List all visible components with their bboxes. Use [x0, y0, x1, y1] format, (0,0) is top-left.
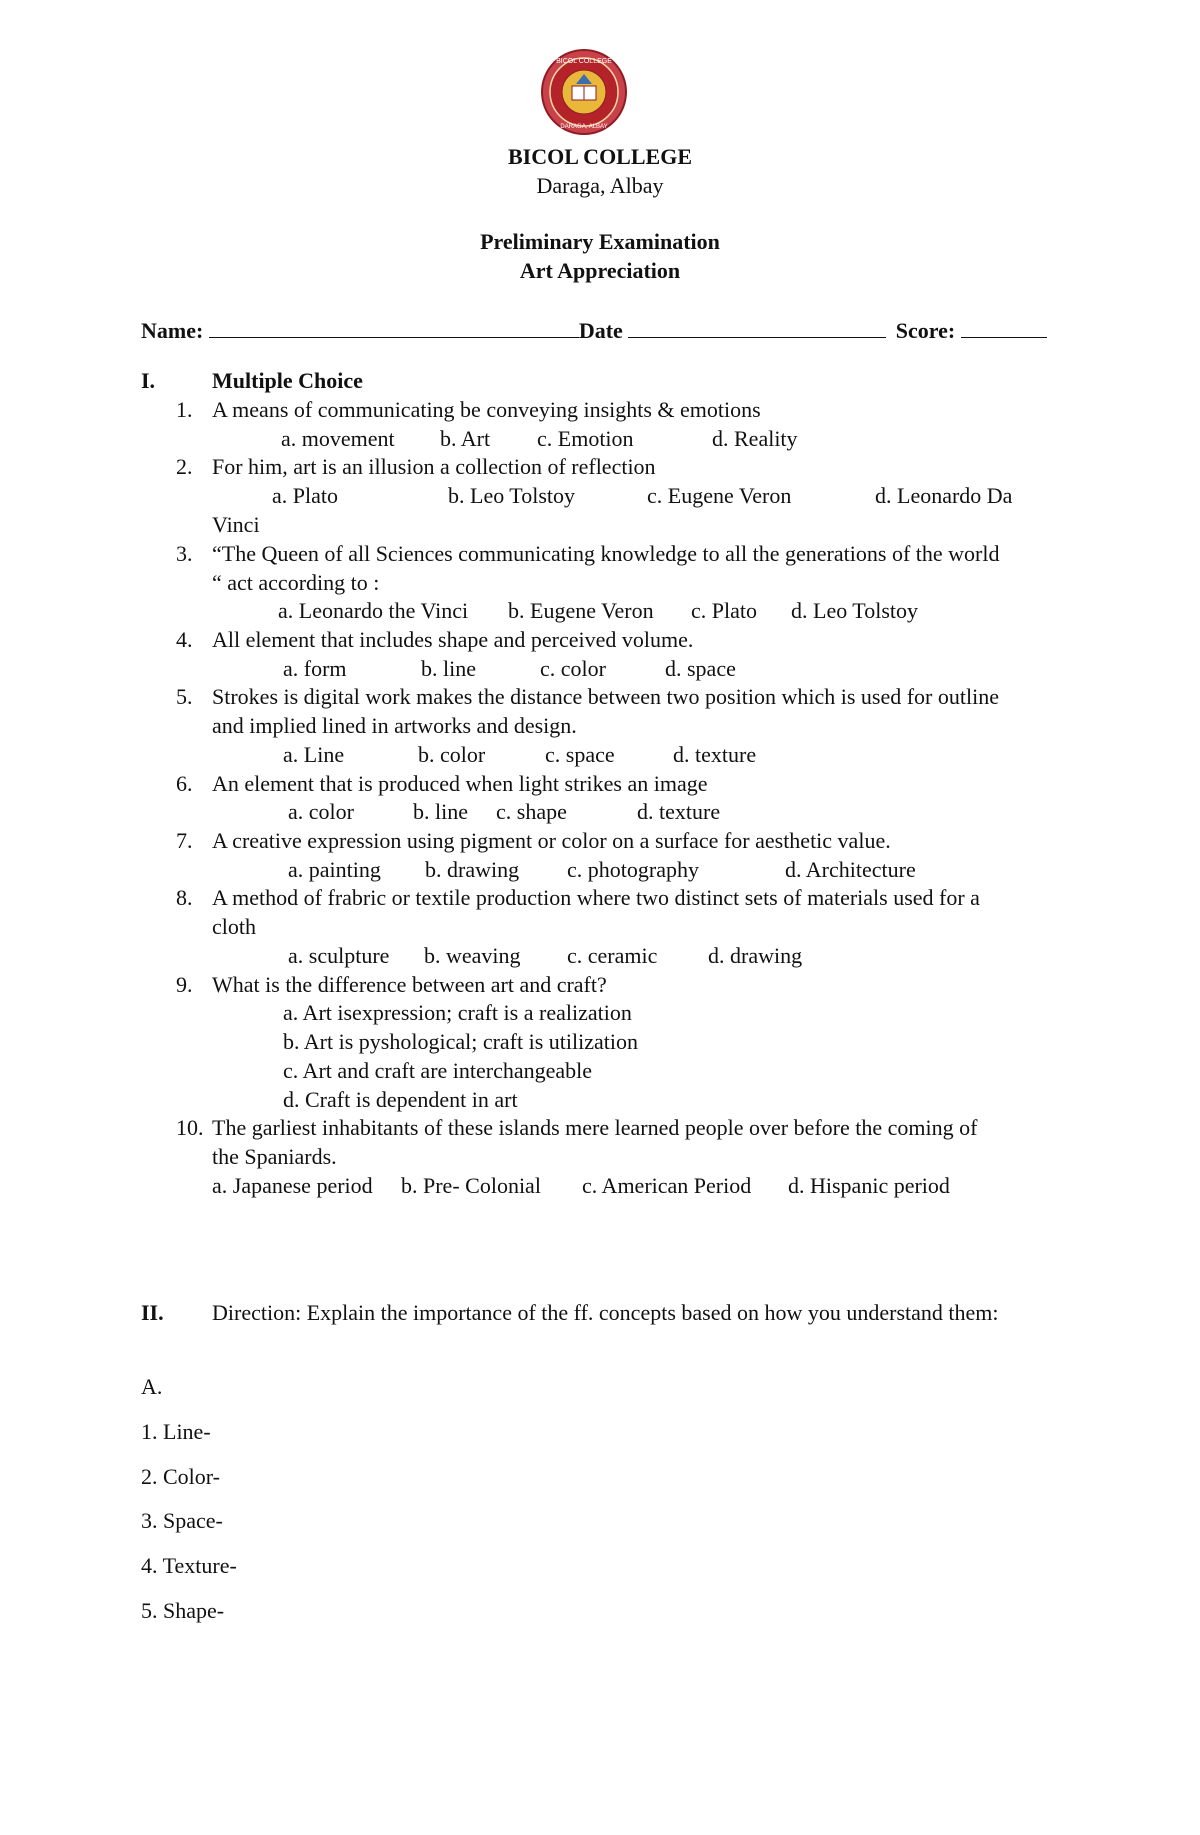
question-number: 6.	[176, 771, 193, 796]
choice-c[interactable]: c. space	[545, 742, 615, 767]
part2-numeral: II.	[141, 1300, 164, 1325]
exam-title: Preliminary Examination	[480, 229, 720, 254]
question-number: 3.	[176, 541, 193, 566]
name-label: Name:	[141, 318, 204, 343]
concept-item-space: 3. Space-	[141, 1508, 223, 1533]
question-number: 5.	[176, 684, 193, 709]
choice-d[interactable]: d. space	[665, 656, 736, 681]
date-label: Date	[578, 318, 623, 343]
school-name: BICOL COLLEGE	[507, 144, 692, 169]
choice-d[interactable]: d. Leonardo Da	[875, 483, 1013, 508]
concept-item-texture: 4. Texture-	[141, 1553, 237, 1578]
choice-a[interactable]: a. movement	[281, 426, 395, 451]
question-text: Strokes is digital work makes the distance between two position which is used for outline	[212, 684, 999, 709]
choice-d-wrap: Vinci	[212, 512, 260, 537]
name-field[interactable]	[209, 315, 579, 338]
question-number: 2.	[176, 454, 193, 479]
choice-c[interactable]: c. photography	[567, 857, 699, 882]
choice-a[interactable]: a. color	[288, 799, 354, 824]
question-text: For him, art is an illusion a collection of reflection	[212, 454, 656, 479]
part2-direction: Direction: Explain the importance of the ff. concepts based on how you understand them:	[212, 1300, 999, 1325]
choice-b[interactable]: b. Eugene Veron	[508, 598, 654, 623]
question-number: 7.	[176, 828, 193, 853]
question-text: What is the difference between art and craft?	[212, 972, 607, 997]
question-text-cont: and implied lined in artworks and design.	[212, 713, 577, 738]
choice-d[interactable]: d. Architecture	[785, 857, 916, 882]
choice-d[interactable]: d. Reality	[712, 426, 798, 451]
question-text-cont: cloth	[212, 914, 256, 939]
choice-a[interactable]: a. painting	[288, 857, 381, 882]
choice-c[interactable]: c. color	[540, 656, 606, 681]
choice-b[interactable]: b. Art is pyshological; craft is utilization	[283, 1029, 638, 1054]
choice-d[interactable]: d. texture	[637, 799, 721, 824]
question-text: A creative expression using pigment or color on a surface for aesthetic value.	[212, 828, 891, 853]
choice-d[interactable]: d. Leo Tolstoy	[791, 598, 918, 623]
choice-d[interactable]: d. drawing	[708, 943, 803, 968]
question-text: An element that is produced when light strikes an image	[212, 771, 708, 796]
choice-c[interactable]: c. shape	[496, 799, 567, 824]
section-a-label: A.	[141, 1374, 163, 1399]
question-number: 8.	[176, 885, 193, 910]
question-number: 9.	[176, 972, 193, 997]
choice-b[interactable]: b. Pre- Colonial	[401, 1173, 541, 1198]
choice-a[interactable]: a. Japanese period	[212, 1173, 373, 1198]
question-text: A means of communicating be conveying insights & emotions	[212, 397, 761, 422]
choice-b[interactable]: b. drawing	[425, 857, 520, 882]
concept-item-line: 1. Line-	[141, 1419, 211, 1444]
choice-d[interactable]: d. Hispanic period	[788, 1173, 950, 1198]
choice-b[interactable]: b. color	[418, 742, 486, 767]
date-field[interactable]	[628, 315, 886, 338]
score-label: Score:	[895, 318, 956, 343]
question-text: “The Queen of all Sciences communicating knowledge to all the generations of the world	[212, 541, 1000, 566]
choice-c[interactable]: c. Art and craft are interchangeable	[283, 1058, 593, 1083]
part1-numeral: I.	[141, 368, 156, 393]
choice-c[interactable]: c. Plato	[691, 598, 757, 623]
question-number: 10.	[176, 1115, 204, 1140]
choice-c[interactable]: c. Emotion	[537, 426, 634, 451]
concept-item-color: 2. Color-	[141, 1464, 220, 1489]
subject-title: Art Appreciation	[519, 258, 681, 283]
choice-a[interactable]: a. form	[283, 656, 347, 681]
question-text-cont: the Spaniards.	[212, 1144, 337, 1169]
school-location: Daraga, Albay	[536, 173, 664, 198]
choice-c[interactable]: c. ceramic	[567, 943, 658, 968]
choice-b[interactable]: b. Art	[440, 426, 491, 451]
choice-a[interactable]: a. Art isexpression; craft is a realization	[283, 1000, 632, 1025]
choice-b[interactable]: b. Leo Tolstoy	[448, 483, 575, 508]
choice-c[interactable]: c. American Period	[582, 1173, 752, 1198]
choice-c[interactable]: c. Eugene Veron	[647, 483, 792, 508]
choice-a[interactable]: a. Leonardo the Vinci	[278, 598, 469, 623]
choice-a[interactable]: a. Line	[283, 742, 345, 767]
choice-b[interactable]: b. line	[421, 656, 476, 681]
part1-title: Multiple Choice	[212, 368, 363, 393]
choice-d[interactable]: d. Craft is dependent in art	[283, 1087, 518, 1112]
seal-text-bottom: DARAGA, ALBAY	[560, 124, 608, 130]
question-text-cont: “ act according to :	[212, 570, 380, 595]
question-text: A method of frabric or textile production where two distinct sets of materials used for a	[212, 885, 980, 910]
choice-d[interactable]: d. texture	[673, 742, 757, 767]
question-text: The garliest inhabitants of these islands mere learned people over before the coming of	[212, 1115, 978, 1140]
name-date-score-line	[141, 315, 1047, 345]
question-number: 4.	[176, 627, 193, 652]
choice-b[interactable]: b. line	[413, 799, 468, 824]
question-number: 1.	[176, 397, 193, 422]
college-seal-logo	[540, 48, 628, 136]
score-field[interactable]	[961, 315, 1047, 338]
choice-a[interactable]: a. sculpture	[288, 943, 390, 968]
question-text: All element that includes shape and perceived volume.	[212, 627, 694, 652]
concept-item-shape: 5. Shape-	[141, 1598, 225, 1623]
choice-b[interactable]: b. weaving	[424, 943, 521, 968]
choice-a[interactable]: a. Plato	[272, 483, 338, 508]
seal-text-top: BICOL COLLEGE	[556, 58, 612, 65]
